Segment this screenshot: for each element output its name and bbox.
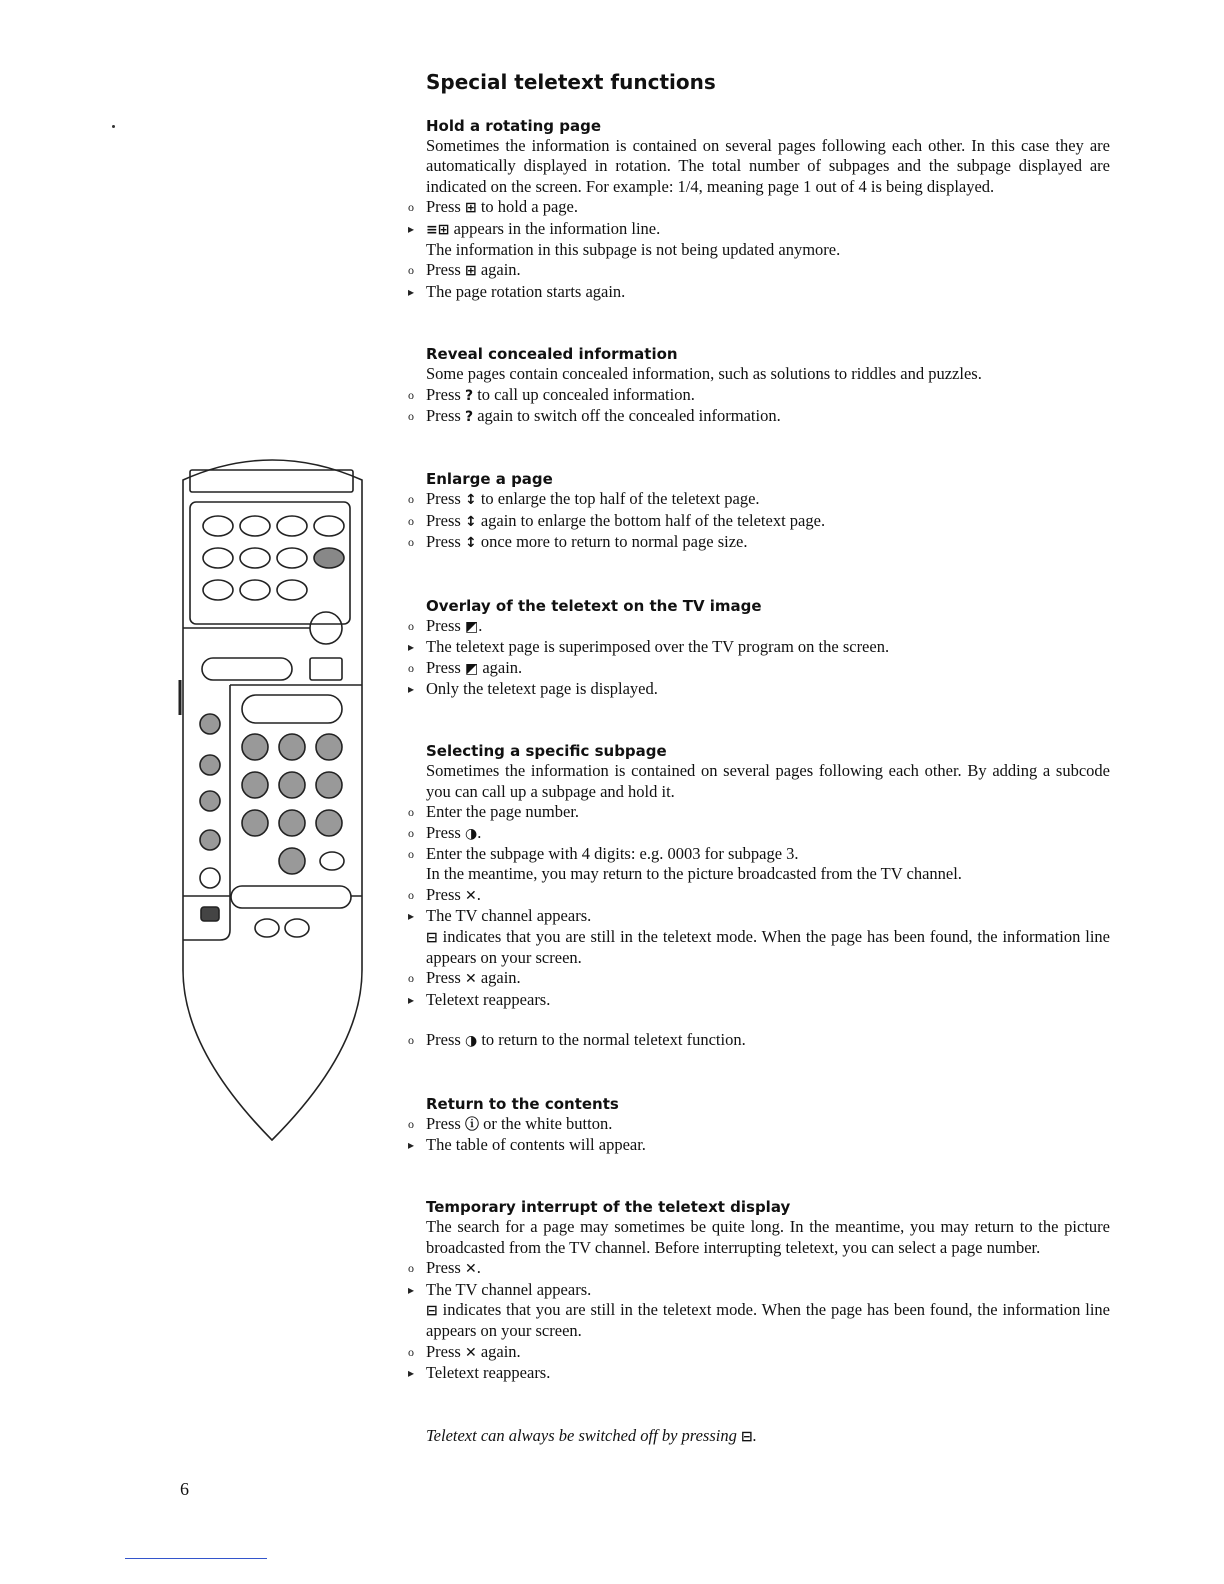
step-text: or the white button. [483, 1113, 613, 1133]
step-text: to call up concealed information. [477, 384, 695, 404]
step-text: Press [426, 406, 461, 426]
step-text: The table of contents will appear. [426, 1135, 646, 1154]
step-text: Press [426, 1341, 461, 1361]
instruction-step [426, 658, 1110, 679]
step-text: Press [426, 532, 461, 552]
instruction-step [426, 823, 1110, 844]
section-heading: Hold a rotating page [426, 117, 602, 135]
step-text: . [478, 615, 483, 635]
hold-icon: ⊞ [464, 200, 477, 217]
step-text: Press [426, 489, 461, 509]
step-text: Press [426, 384, 461, 404]
enlarge-icon: ↕ [464, 513, 477, 530]
step-text: Only the teletext page is displayed. [426, 678, 658, 698]
body-text-content: Some pages contain concealed information, such as solutions to riddles and puzzles. [426, 364, 982, 384]
index-icon: ⓘ [464, 1116, 479, 1133]
step-text: Press [426, 1113, 461, 1133]
section-heading: Overlay of the teletext on the TV image [426, 596, 762, 615]
section-heading: Return to the contents [426, 1094, 619, 1113]
enlarge-icon: ↕ [464, 535, 477, 552]
step-text: to return to the normal teletext function. [481, 1030, 746, 1050]
step-text: Press [426, 822, 461, 842]
body-text [426, 864, 1110, 884]
footer-note: Teletext can always be switched off by pressing ⊟. [426, 1425, 757, 1445]
teletext-icon: ⊟ [740, 1428, 753, 1445]
cancel-icon: ✕ [464, 1344, 477, 1361]
body-text [426, 240, 1110, 260]
section [426, 1197, 1110, 1383]
instruction-step [426, 197, 1110, 218]
section [426, 344, 1110, 427]
step-text: The TV channel appears. [426, 906, 592, 926]
instruction-result [426, 282, 1110, 302]
step-text: again. [482, 657, 523, 677]
body-text-content: Sometimes the information is contained on several pages following each other. In this case they are automatically displayed in rotation. The total number of subpages and the subpage displayed are indicated on the screen. For example: 1/4, meaning page 1 out of 4 is being displayed. [426, 136, 1110, 196]
step-text: Press [426, 615, 461, 635]
instruction-result [426, 1135, 1110, 1155]
step-text: The page rotation starts again. [426, 281, 626, 301]
instruction-result [426, 906, 1110, 926]
step-text: Teletext reappears. [426, 989, 551, 1009]
step-text: again. [480, 260, 521, 280]
instruction-step [426, 260, 1110, 281]
instruction-step [426, 1342, 1110, 1363]
body-text [426, 761, 1110, 802]
stray-dot [112, 125, 115, 128]
remote-long-button [202, 658, 292, 680]
cancel-icon: ✕ [464, 971, 477, 988]
teletext-icon: ⊟ [426, 929, 438, 946]
body-text [426, 1217, 1110, 1258]
instruction-step [426, 532, 1110, 553]
step-text: Press [426, 197, 461, 217]
section-heading: Enlarge a page [426, 470, 553, 489]
step-text: . [477, 822, 482, 842]
body-text-content: Sometimes the information is contained on several pages following each other. By adding a subcode you can call up a subpage and hold it. [426, 761, 1110, 801]
step-text: The TV channel appears. [426, 1279, 592, 1299]
step-text: once more to return to normal page size. [480, 532, 748, 552]
instruction-step [426, 511, 1110, 532]
step-text: again. [480, 968, 521, 988]
instruction-step [426, 489, 1110, 510]
step-text: again to enlarge the bottom half of the teletext page. [480, 510, 826, 530]
step-text: The teletext page is superimposed over the TV program on the screen. [426, 637, 890, 657]
body-text [426, 1300, 1110, 1342]
section [426, 596, 1110, 700]
instruction-result [426, 1363, 1110, 1383]
step-text: Press [426, 657, 461, 677]
instruction-step [426, 1114, 1110, 1135]
instruction-step [426, 1030, 1110, 1051]
instruction-result [426, 1280, 1110, 1300]
page-number: 6 [180, 1479, 189, 1499]
step-text: Press [426, 260, 461, 280]
step-text: Enter the subpage with 4 digits: e.g. 0003 for subpage 3. [426, 843, 799, 863]
page-title: Special teletext functions [426, 70, 716, 94]
body-text [426, 927, 1110, 969]
step-text: . [476, 884, 481, 904]
remote-display-window [190, 470, 353, 492]
step-text: Press [426, 968, 461, 988]
instruction-result [426, 679, 1110, 699]
reveal-icon: ? [464, 409, 474, 426]
body-text-content: The search for a page may sometimes be quite long. In the meantime, you may return to the picture broadcasted from the TV channel. Before interrupting teletext, you can select a page number. [426, 1217, 1110, 1257]
step-text: to hold a page. [480, 197, 578, 217]
overlay-icon: ◩ [464, 660, 479, 677]
instruction-step [426, 844, 1110, 864]
enlarge-icon: ↕ [464, 492, 477, 509]
footer-note-text: Teletext can always be switched off by pressing [426, 1425, 737, 1445]
subcode-icon: ◑ [464, 825, 478, 842]
instruction-result [426, 990, 1110, 1010]
step-text: again to switch off the concealed information. [477, 406, 781, 426]
section-heading: Temporary interrupt of the teletext display [426, 1198, 791, 1217]
teletext-icon: ⊟ [426, 1303, 438, 1320]
section [426, 116, 1110, 302]
step-text: . [476, 1258, 481, 1278]
step-text: Teletext reappears. [426, 1363, 551, 1383]
body-text [426, 136, 1110, 197]
section-heading: Reveal concealed information [426, 345, 678, 364]
instruction-step [426, 968, 1110, 989]
step-text: Press [426, 1258, 461, 1278]
cancel-icon: ✕ [464, 1261, 477, 1278]
step-text: indicates that you are still in the teletext mode. When the page has been found, the information line appears on your screen. [426, 926, 1110, 967]
subcode-icon: ◑ [464, 1033, 478, 1050]
instruction-step [426, 802, 1110, 822]
section [426, 1094, 1110, 1156]
cancel-icon: ✕ [464, 887, 477, 904]
instruction-step [426, 406, 1110, 427]
remote-side-buttons [200, 714, 220, 921]
step-text: Press [426, 884, 461, 904]
instruction-result [426, 637, 1110, 657]
body-text-content: The information in this subpage is not being updated anymore. [426, 240, 841, 260]
step-text: appears in the information line. [453, 218, 661, 238]
step-text: to enlarge the top half of the teletext page. [480, 489, 760, 509]
footer-rule [125, 1558, 267, 1559]
instruction-result [426, 219, 1110, 240]
hold-icon: ⊞ [464, 263, 477, 280]
overlay-icon: ◩ [464, 618, 479, 635]
reveal-icon: ? [464, 387, 474, 404]
spacer [426, 1010, 1110, 1030]
section-heading: Selecting a specific subpage [426, 742, 667, 761]
section [426, 469, 1110, 553]
step-text: again. [480, 1341, 521, 1361]
step-text: Enter the page number. [426, 802, 580, 822]
page-content [426, 70, 1110, 1446]
hold-indicator-icon: ≡⊞ [426, 221, 450, 238]
section [426, 741, 1110, 1051]
remote-top-buttons [203, 516, 344, 600]
instruction-step [426, 1258, 1110, 1279]
remote-square-button [310, 658, 342, 680]
instruction-step [426, 616, 1110, 637]
step-text: indicates that you are still in the teletext mode. When the page has been found, the information line appears on your screen. [426, 1300, 1110, 1341]
body-text-content: In the meantime, you may return to the picture broadcasted from the TV channel. [426, 864, 962, 884]
remote-control-illustration [175, 450, 370, 1150]
instruction-step [426, 885, 1110, 906]
instruction-step [426, 385, 1110, 406]
step-text: Press [426, 510, 461, 530]
step-text: Press [426, 1030, 461, 1050]
body-text [426, 364, 1110, 384]
remote-round-button [310, 612, 342, 644]
sections-container [426, 116, 1110, 1384]
